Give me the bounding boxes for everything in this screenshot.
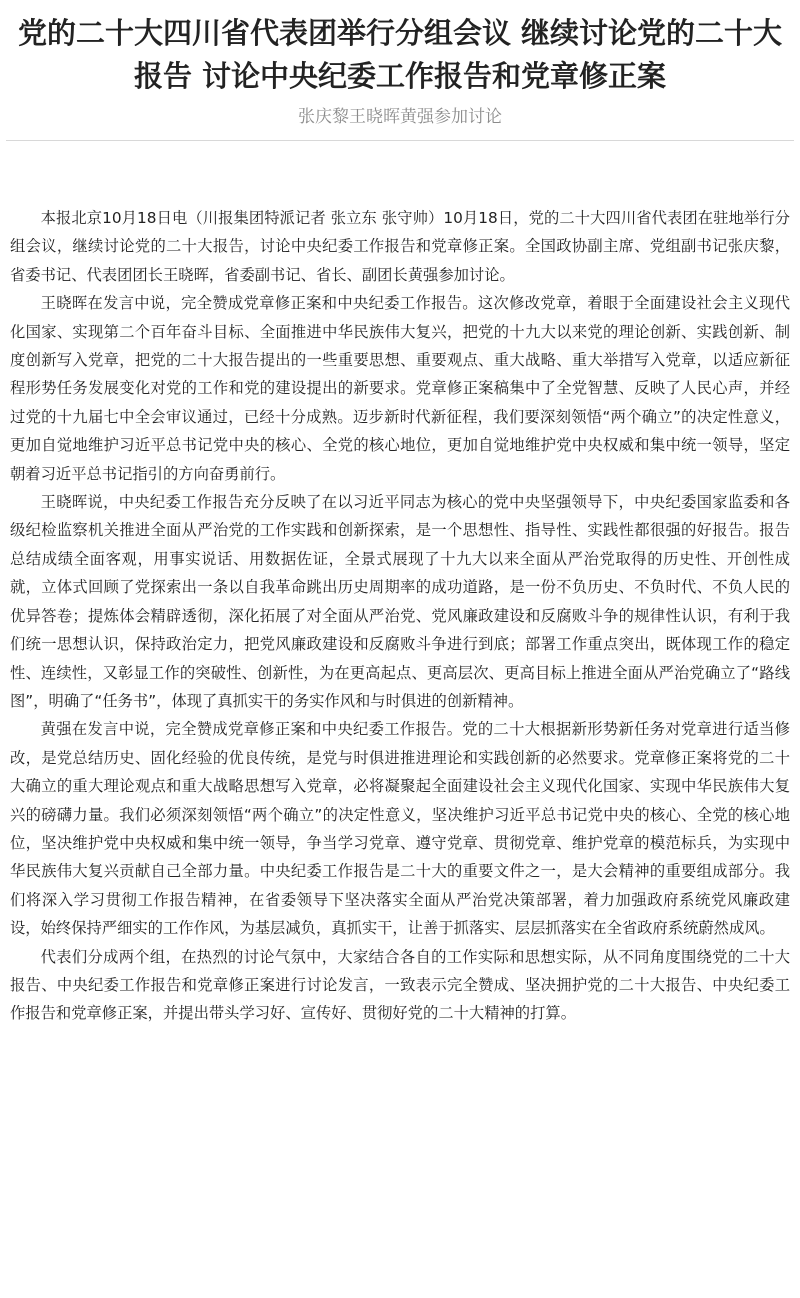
article-headline: 党的二十大四川省代表团举行分组会议 继续讨论党的二十大报告 讨论中央纪委工作报告和党章修正案: [17, 16, 783, 93]
article-body: [10, 204, 790, 1028]
article-paragraph: 王晓晖说，中央纪委工作报告充分反映了在以习近平同志为核心的党中央坚强领导下，中央纪委国家监委和各级纪检监察机关推进全面从严治党的工作实践和创新探索，是一个思想性、指导性、实践性都很强的好报告。报告总结成绩全面客观，用事实说话、用数据佐证，全景式展现了十九大以来全面从严治党取得的历史性、开创性成就，立体式回顾了党探索出一条以自我革命跳出历史周期率的成功道路，是一份不负历史、不负时代、不负人民的优异答卷；提炼体会精辟透彻，深化拓展了对全面从严治党、党风廉政建设和反腐败斗争的规律性认识，有利于我们统一思想认识，保持政治定力，把党风廉政建设和反腐败斗争进行到底；部署工作重点突出，既体现工作的稳定性、连续性，又彰显工作的突破性、创新性，为在更高起点、更高层次、更高目标上推进全面从严治党确立了“路线图”，明确了“任务书”，体现了真抓实干的务实作风和与时俱进的创新精神。: [10, 493, 790, 710]
article-paragraph: 代表们分成两个组，在热烈的讨论气氛中，大家结合各自的工作实际和思想实际，从不同角度围绕党的二十大报告、中央纪委工作报告和党章修正案进行讨论发言，一致表示完全赞成、坚决拥护党的二十大报告、中央纪委工作报告和党章修正案，并提出带头学习好、宣传好、贯彻好党的二十大精神的打算。: [10, 947, 790, 1023]
article-paragraph: 本报北京10月18日电（川报集团特派记者 张立东 张守帅）10月18日，党的二十大四川省代表团在驻地举行分组会议，继续讨论党的二十大报告，讨论中央纪委工作报告和党章修正案。全国政协副主席、党组副书记张庆黎，省委书记、代表团团长王晓晖，省委副书记、省长、副团长黄强参加讨论。: [10, 209, 790, 284]
article-paragraph: 黄强在发言中说，完全赞成党章修正案和中央纪委工作报告。党的二十大根据新形势新任务对党章进行适当修改，是党总结历史、固化经验的优良传统，是党与时俱进推进理论和实践创新的必然要求。党章修正案将党的二十大确立的重大理论观点和重大战略思想写入党章，必将凝聚起全面建设社会主义现代化国家、实现中华民族伟大复兴的磅礴力量。我们必须深刻领悟“两个确立”的决定性意义，坚决维护习近平总书记党中央的核心、全党的核心地位，坚决维护党中央权威和集中统一领导，争当学习党章、遵守党章、贯彻党章、维护党章的模范标兵，为实现中华民族伟大复兴贡献自己全部力量。中央纪委工作报告是二十大的重要文件之一，是大会精神的重要组成部分。我们将深入学习贯彻工作报告精神，在省委领导下坚决落实全面从严治党决策部署，着力加强政府系统党风廉政建设，始终保持严细实的工作作风，为基层减负，真抓实干，让善于抓落实、层层抓落实在全省政府系统蔚然成风。: [10, 720, 790, 938]
article-subtitle: 张庆黎王晓晖黄强参加讨论: [298, 107, 502, 127]
article-paragraph: 王晓晖在发言中说，完全赞成党章修正案和中央纪委工作报告。这次修改党章，着眼于全面建设社会主义现代化国家、实现第二个百年奋斗目标、全面推进中华民族伟大复兴，把党的十九大以来党的理论创新、实践创新、制度创新写入党章，把党的二十大报告提出的一些重要思想、重要观点、重大战略、重大举措写入党章，以适应新征程形势任务发展变化对党的工作和党的建设提出的新要求。党章修正案稿集中了全党智慧、反映了人民心声，并经过党的十九届七中全会审议通过，已经十分成熟。迈步新时代新征程，我们要深刻领悟“两个确立”的决定性意义，更加自觉地维护习近平总书记党中央的核心、全党的核心地位，更加自觉地维护党中央权威和集中统一领导，坚定朝着习近平总书记指引的方向奋勇前行。: [10, 294, 790, 483]
header-divider: [6, 140, 794, 141]
